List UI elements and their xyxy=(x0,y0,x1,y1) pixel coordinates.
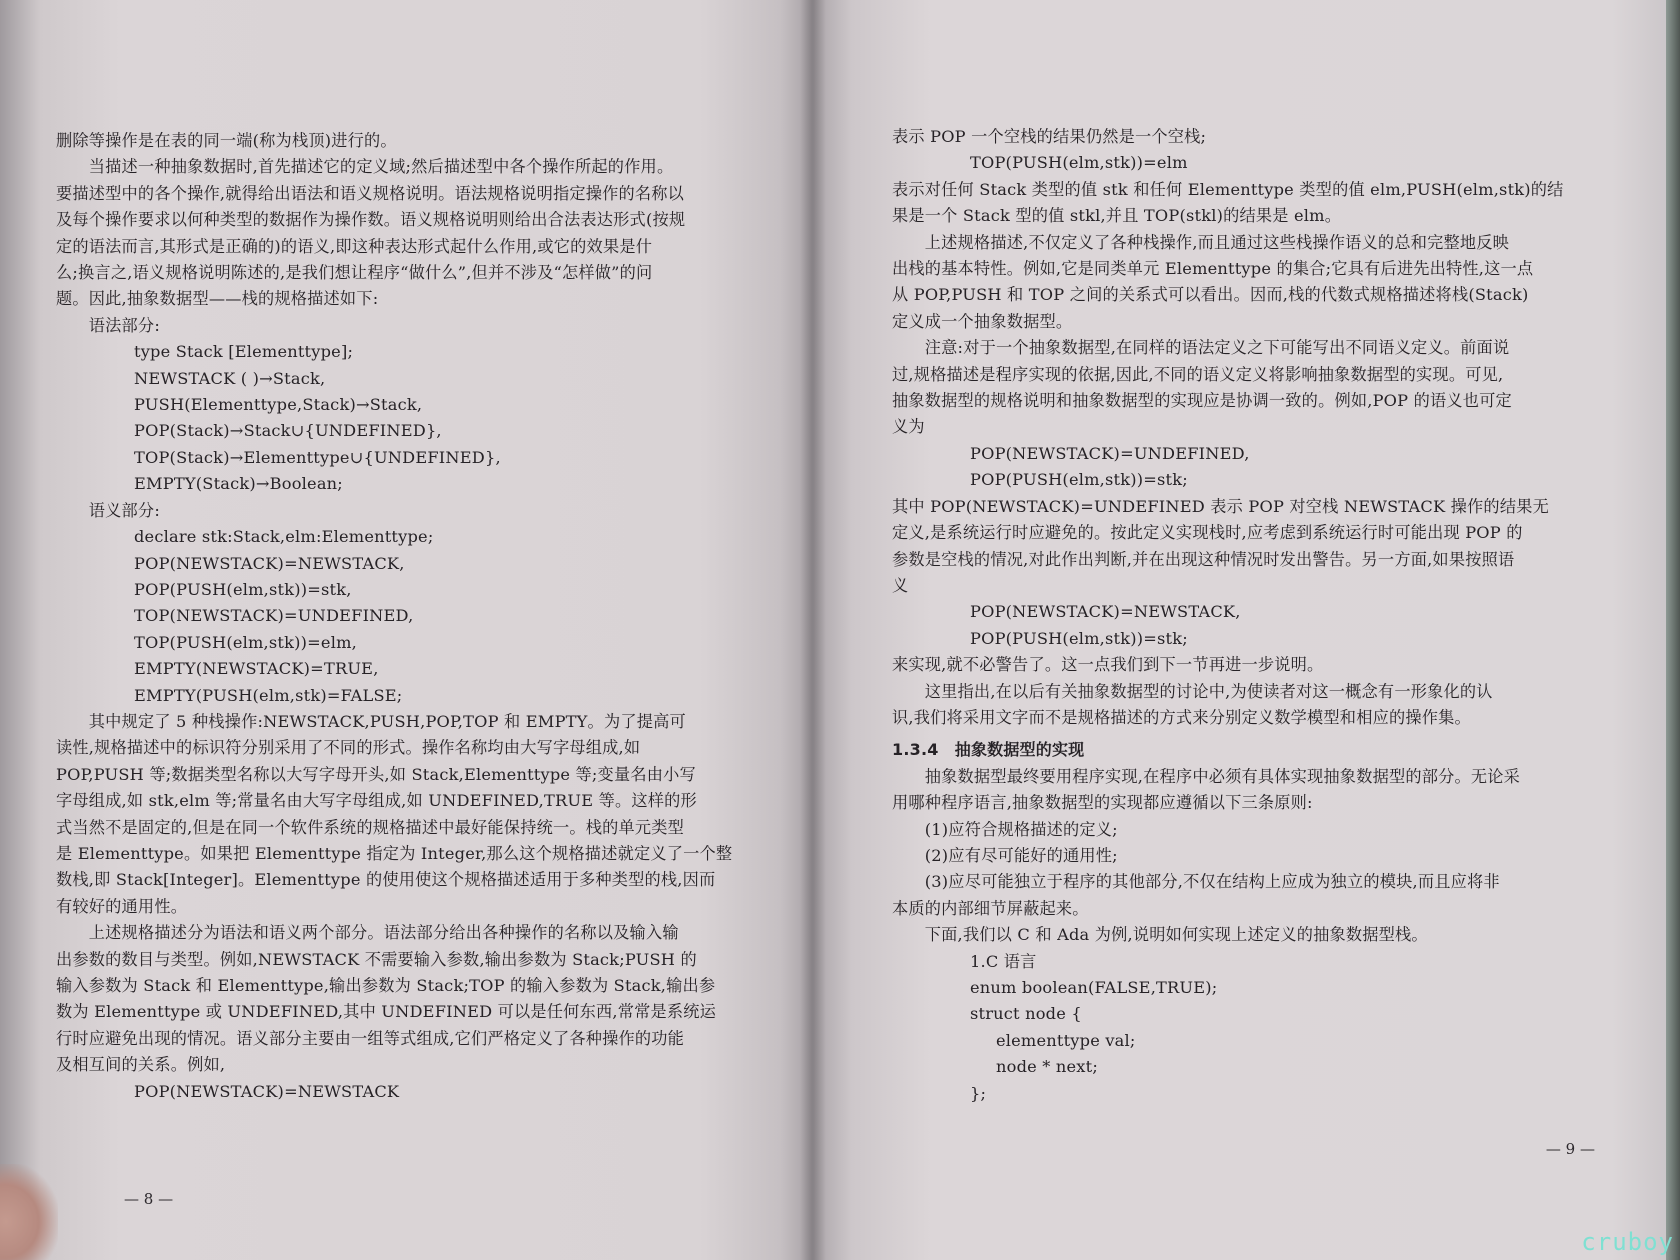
text-line: 表示对任何 Stack 类型的值 stk 和任何 Elementtype 类型的值 elm,PUSH(elm,stk)的结 xyxy=(892,179,1564,199)
text-line: 来实现,就不必警告了。这一点我们到下一节再进一步说明。 xyxy=(892,655,1324,675)
text-line: 上述规格描述,不仅定义了各种栈操作,而且通过这些栈操作语义的总和完整地反映 xyxy=(892,232,1510,252)
text-line: 删除等操作是在表的同一端(称为栈顶)进行的。 xyxy=(56,131,397,150)
section-label: 语法部分: xyxy=(56,315,160,335)
text-line: 定义,是系统运行时应避免的。按此定义实现栈时,应考虑到系统运行时可能出现 POP 的 xyxy=(892,523,1523,543)
code-line: POP(NEWSTACK)=UNDEFINED, xyxy=(970,443,1250,463)
code-line: NEWSTACK ( )→Stack, xyxy=(134,368,326,388)
background-edge xyxy=(1666,0,1680,1260)
text-line: 数为 Elementtype 或 UNDEFINED,其中 UNDEFINED 可以是任何东西,常常是系统运 xyxy=(56,1002,717,1022)
text-line: 输入参数为 Stack 和 Elementtype,输出参数为 Stack;TOP 的输入参数为 Stack,输出参 xyxy=(56,976,716,995)
section-heading: 1.3.4 抽象数据型的实现 xyxy=(892,740,1085,760)
thumb xyxy=(0,1164,58,1260)
text-line: 及每个操作要求以何种类型的数据作为操作数。语义规格说明则给出合法表达形式(按规 xyxy=(56,210,686,230)
code-line: EMPTY(Stack)→Boolean; xyxy=(134,474,343,494)
book-gutter xyxy=(800,0,826,1260)
text-line: 抽象数据型的规格说明和抽象数据型的实现应是协调一致的。例如,POP 的语义也可定 xyxy=(892,391,1512,411)
text-line: 定的语法而言,其形式是正确的)的语义,即这种表达形式起什么作用,或它的效果是什 xyxy=(56,236,653,256)
text-line: 出参数的数目与类型。例如,NEWSTACK 不需要输入参数,输出参数为 Stack;PUSH 的 xyxy=(56,949,697,969)
text-line: 识,我们将采用文字而不是规格描述的方式来分别定义数学模型和相应的操作集。 xyxy=(892,707,1471,727)
code-line: POP(NEWSTACK)=NEWSTACK xyxy=(134,1081,400,1101)
code-line: TOP(NEWSTACK)=UNDEFINED, xyxy=(134,606,414,626)
list-item: (1)应符合规格描述的定义; xyxy=(892,819,1118,839)
text-line: 上述规格描述分为语法和语义两个部分。语法部分给出各种操作的名称以及输入输 xyxy=(56,923,679,943)
text-line: 出栈的基本特性。例如,它是同类单元 Elementtype 的集合;它具有后进先出特性,这一点 xyxy=(892,259,1534,279)
subsection-label: 1.C 语言 xyxy=(970,951,1037,971)
text-line: 要描述型中的各个操作,就得给出语法和语义规格说明。语法规格说明指定操作的名称以 xyxy=(56,183,685,203)
code-line: POP(PUSH(elm,stk))=stk; xyxy=(970,628,1188,648)
list-item: (3)应尽可能独立于程序的其他部分,不仅在结构上应成为独立的模块,而且应将非 xyxy=(892,872,1500,892)
text-line: 行时应避免出现的情况。语义部分主要由一组等式组成,它们严格定义了各种操作的功能 xyxy=(56,1028,685,1048)
code-line: node * next; xyxy=(996,1057,1098,1077)
text-line: 从 POP,PUSH 和 TOP 之间的关系式可以看出。因而,栈的代数式规格描述将栈(Stack) xyxy=(892,285,1529,305)
text-line: 抽象数据型最终要用程序实现,在程序中必须有具体实现抽象数据型的部分。无论采 xyxy=(892,766,1521,786)
text-line: 么;换言之,语义规格说明陈述的,是我们想让程序“做什么”,但并不涉及“怎样做”的问 xyxy=(56,263,653,283)
code-line: TOP(PUSH(elm,stk))=elm xyxy=(970,153,1188,173)
text-line: 果是一个 Stack 型的值 stkl,并且 TOP(stkl)的结果是 elm。 xyxy=(892,206,1342,226)
text-line: 过,规格描述是程序实现的依据,因此,不同的语义定义将影响抽象数据型的实现。可见, xyxy=(892,364,1504,384)
text-line: 其中 POP(NEWSTACK)=UNDEFINED 表示 POP 对空栈 NEWSTACK 操作的结果无 xyxy=(892,496,1549,516)
text-line: 数栈,即 Stack[Integer]。Elementtype 的使用使这个规格描述适用于多种类型的栈,因而 xyxy=(56,870,716,890)
code-line: struct node { xyxy=(970,1004,1082,1024)
text-line: 义 xyxy=(892,575,909,595)
left-page xyxy=(0,0,812,1260)
text-line: 有较好的通用性。 xyxy=(56,896,188,916)
page-number: — 9 — xyxy=(1545,1140,1595,1158)
watermark: cruboy xyxy=(1581,1228,1674,1256)
text-line: 下面,我们以 C 和 Ada 为例,说明如何实现上述定义的抽象数据型栈。 xyxy=(892,925,1428,945)
text-line: 本质的内部细节屏蔽起来。 xyxy=(892,898,1089,918)
code-line: POP(PUSH(elm,stk))=stk, xyxy=(134,579,352,599)
section-label: 语义部分: xyxy=(56,500,160,520)
code-line: POP(NEWSTACK)=NEWSTACK, xyxy=(970,602,1241,622)
text-line: 题。因此,抽象数据型——栈的规格描述如下: xyxy=(56,289,379,309)
code-line: EMPTY(NEWSTACK)=TRUE, xyxy=(134,659,379,679)
code-line: enum boolean(FALSE,TRUE); xyxy=(970,978,1218,997)
text-line: 注意:对于一个抽象数据型,在同样的语法定义之下可能写出不同语义定义。前面说 xyxy=(892,338,1510,358)
code-line: EMPTY(PUSH(elm,stk)=FALSE; xyxy=(134,685,403,705)
code-line: elementtype val; xyxy=(996,1030,1136,1050)
text-line: 是 Elementtype。如果把 Elementtype 指定为 Integer,那么这个规格描述就定义了一个整 xyxy=(56,843,733,863)
code-line: declare stk:Stack,elm:Elementtype; xyxy=(134,527,434,547)
text-line: 定义成一个抽象数据型。 xyxy=(892,311,1073,331)
code-line: type Stack [Elementtype]; xyxy=(134,342,354,362)
text-line: 字母组成,如 stk,elm 等;常量名由大写字母组成,如 UNDEFINED,TRUE 等。这样的形 xyxy=(56,791,697,811)
code-line: TOP(PUSH(elm,stk))=elm, xyxy=(134,632,357,652)
text-line: 其中规定了 5 种栈操作:NEWSTACK,PUSH,POP,TOP 和 EMPTY。为了提高可 xyxy=(56,711,686,731)
list-item: (2)应有尽可能好的通用性; xyxy=(892,845,1118,865)
code-line: TOP(Stack)→Elementtype∪{UNDEFINED}, xyxy=(134,447,501,467)
code-line: POP(Stack)→Stack∪{UNDEFINED}, xyxy=(134,421,442,441)
text-line: 用哪种程序语言,抽象数据型的实现都应遵循以下三条原则: xyxy=(892,793,1313,813)
code-line: }; xyxy=(970,1083,987,1103)
text-line: 这里指出,在以后有关抽象数据型的讨论中,为使读者对这一概念有一形象化的认 xyxy=(892,681,1493,701)
code-line: PUSH(Elementtype,Stack)→Stack, xyxy=(134,395,423,415)
text-line: 当描述一种抽象数据时,首先描述它的定义域;然后描述型中各个操作所起的作用。 xyxy=(56,157,674,177)
text-line: 读性,规格描述中的标识符分别采用了不同的形式。操作名称均由大写字母组成,如 xyxy=(56,738,641,758)
code-line: POP(PUSH(elm,stk))=stk; xyxy=(970,470,1188,490)
text-line: POP,PUSH 等;数据类型名称以大写字母开头,如 Stack,Elementtype 等;变量名由小写 xyxy=(56,764,696,784)
page-number: — 8 — xyxy=(124,1190,174,1208)
text-line: 表示 POP 一个空栈的结果仍然是一个空栈; xyxy=(892,127,1207,146)
right-page xyxy=(812,0,1680,1260)
text-line: 义为 xyxy=(892,417,925,437)
text-line: 及相互间的关系。例如, xyxy=(56,1055,226,1075)
text-line: 式当然不是固定的,但是在同一个软件系统的规格描述中最好能保持统一。栈的单元类型 xyxy=(56,817,685,837)
code-line: POP(NEWSTACK)=NEWSTACK, xyxy=(134,553,405,573)
text-line: 参数是空栈的情况,对此作出判断,并在出现这种情况时发出警告。另一方面,如果按照语 xyxy=(892,549,1515,569)
